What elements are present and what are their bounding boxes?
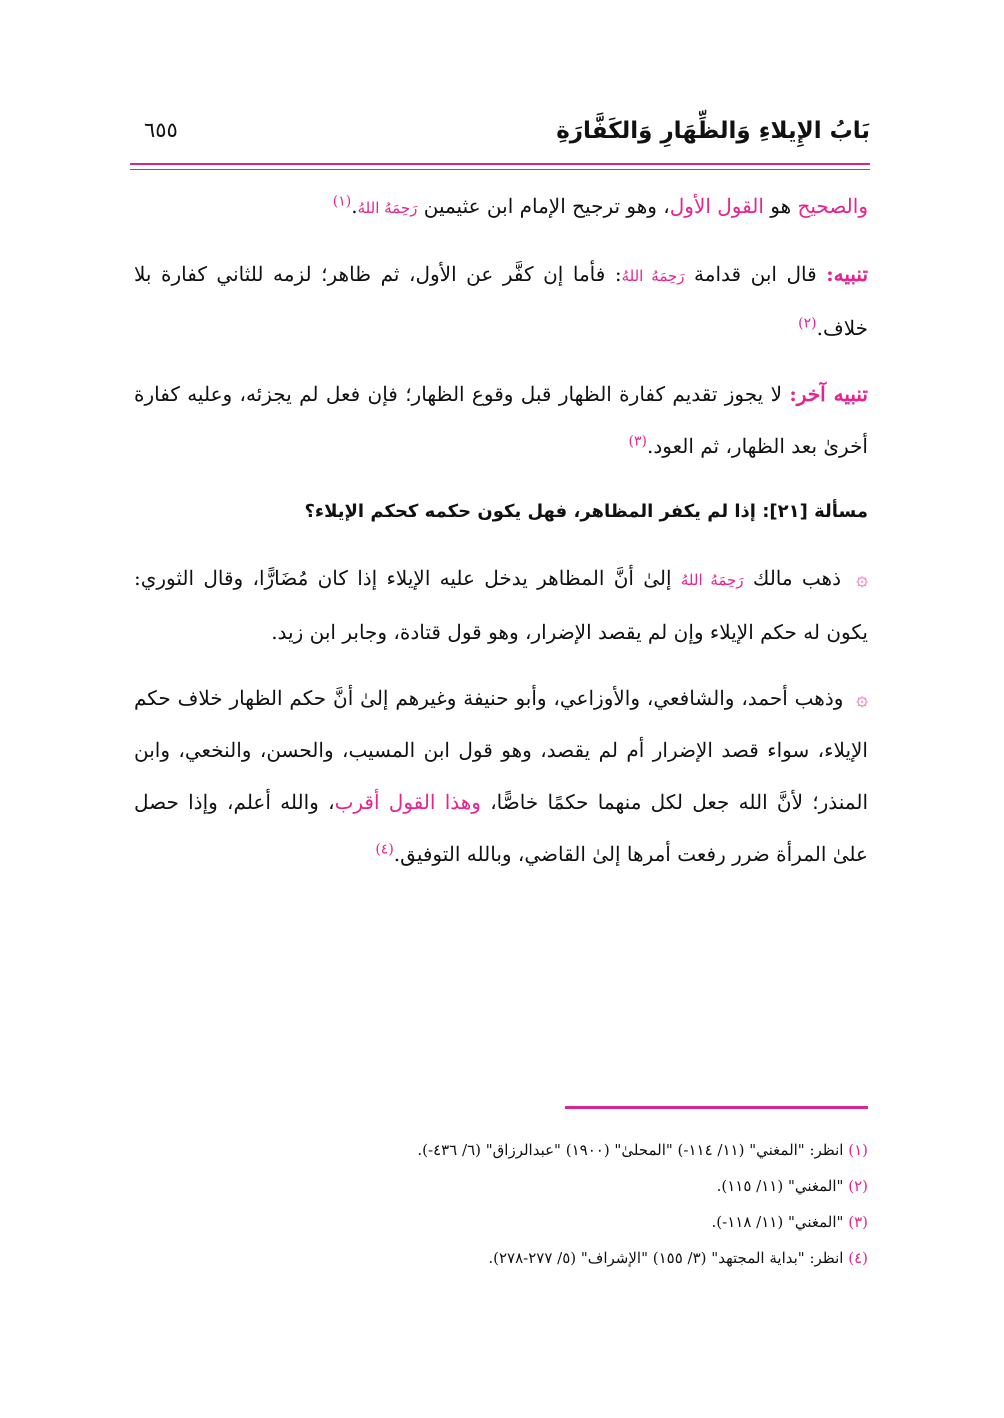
footnote-text: "المغني" (١١/ ١١٥). [716, 1177, 849, 1195]
note-label: تنبيه: [826, 262, 869, 286]
footnote [134, 1204, 868, 1240]
paragraph-3 [134, 368, 868, 472]
footnote-number: (٣) [848, 1213, 868, 1231]
header-rule [130, 163, 870, 165]
footnote [134, 1168, 868, 1204]
footnote-rule [565, 1106, 868, 1109]
footnote-ref[interactable]: (١) [332, 193, 352, 210]
footnotes [134, 1132, 868, 1276]
text: إلىٰ أنَّ المظاهر يدخل عليه الإيلاء إذا كان مُضَارًّا، وقال الثوري: يكون له حكم الإيلاء وإن لم يقصد الإضرار، وهو قول قتادة، وجابر ابن زيد. [134, 566, 868, 644]
lead-word: والصحيح [797, 194, 868, 218]
flower-icon: ۞ [856, 686, 868, 710]
honorific: رَحِمَهُ اللهُ [621, 267, 685, 285]
honorific: رَحِمَهُ اللهُ [680, 571, 744, 589]
chapter-title: بَابُ الإِيلاءِ وَالظِّهَارِ وَالكَفَّارَةِ [556, 118, 870, 144]
note-label: تنبيه آخر: [789, 382, 869, 406]
highlight-text: القول الأول [669, 194, 764, 218]
paragraph-4 [134, 552, 868, 658]
text: قال ابن قدامة [684, 262, 827, 286]
text: ، والله أعلم، وإذا حصل علىٰ المرأة ضرر رفعت أمرها إلىٰ القاضي، وبالله التوفيق. [134, 790, 868, 866]
footnote-number: (٢) [848, 1177, 868, 1195]
text: ، وهو ترجيح الإمام ابن عثيمين [417, 194, 670, 218]
paragraph-1 [134, 180, 868, 234]
highlight-text: وهذا القول أقرب [334, 790, 481, 814]
page-number: ٦٥٥ [144, 118, 178, 142]
footnote-number: (٤) [848, 1249, 868, 1267]
text: : فأما إن كفَّر عن الأول، ثم ظاهر؛ لزمه للثاني كفارة بلا خلاف. [134, 262, 868, 340]
text: هو [763, 194, 798, 218]
text: وذهب أحمد، والشافعي، والأوزاعي، وأبو حنيفة وغيرهم إلىٰ أنَّ حكم الظهار خلاف حكم الإيلاء، سواء قصد الإضرار أم لم يقصد، وهو قول ابن المسيب، والحسن، والنخعي، وابن المنذر؛ لأنَّ الله جعل لكل منهما حكمًا خاصًّا، [134, 686, 868, 814]
footnote-number: (١) [848, 1141, 868, 1159]
flower-icon: ۞ [856, 566, 869, 590]
paragraph-5 [134, 672, 868, 880]
page-header [130, 110, 870, 160]
header-rule-thin [130, 169, 870, 170]
text: . [351, 194, 358, 218]
question-heading: مسألة [٢١]: إذا لم يكفر المظاهر، فهل يكون حكمه كحكم الإيلاء؟ [304, 501, 868, 522]
footnote-ref[interactable]: (٤) [375, 841, 394, 858]
text: لا يجوز تقديم كفارة الظهار قبل وقوع الظهار؛ فإن فعل لم يجزئه، وعليه كفارة أخرىٰ بعد الظهار، ثم العود. [134, 382, 868, 458]
footnote-ref[interactable]: (٢) [798, 315, 817, 332]
footnote-ref[interactable]: (٣) [628, 433, 647, 450]
paragraph-2 [134, 248, 868, 354]
honorific: رَحِمَهُ اللهُ [357, 199, 418, 217]
main-text [134, 180, 868, 894]
footnote-text: انظر: "بداية المجتهد" (٣/ ١٥٥) "الإشراف" (٥/ ٢٧٧-٢٧٨). [488, 1249, 849, 1267]
footnote-text: انظر: "المغني" (١١/ ١١٤-) "المحلىٰ" (١٩٠٠) "عبدالرزاق" (٦/ ٤٣٦-). [417, 1141, 849, 1159]
footnote [134, 1132, 868, 1168]
text: ذهب مالك [743, 566, 851, 590]
footnote-text: "المغني" (١١/ ١١٨-). [711, 1213, 849, 1231]
footnote [134, 1240, 868, 1276]
